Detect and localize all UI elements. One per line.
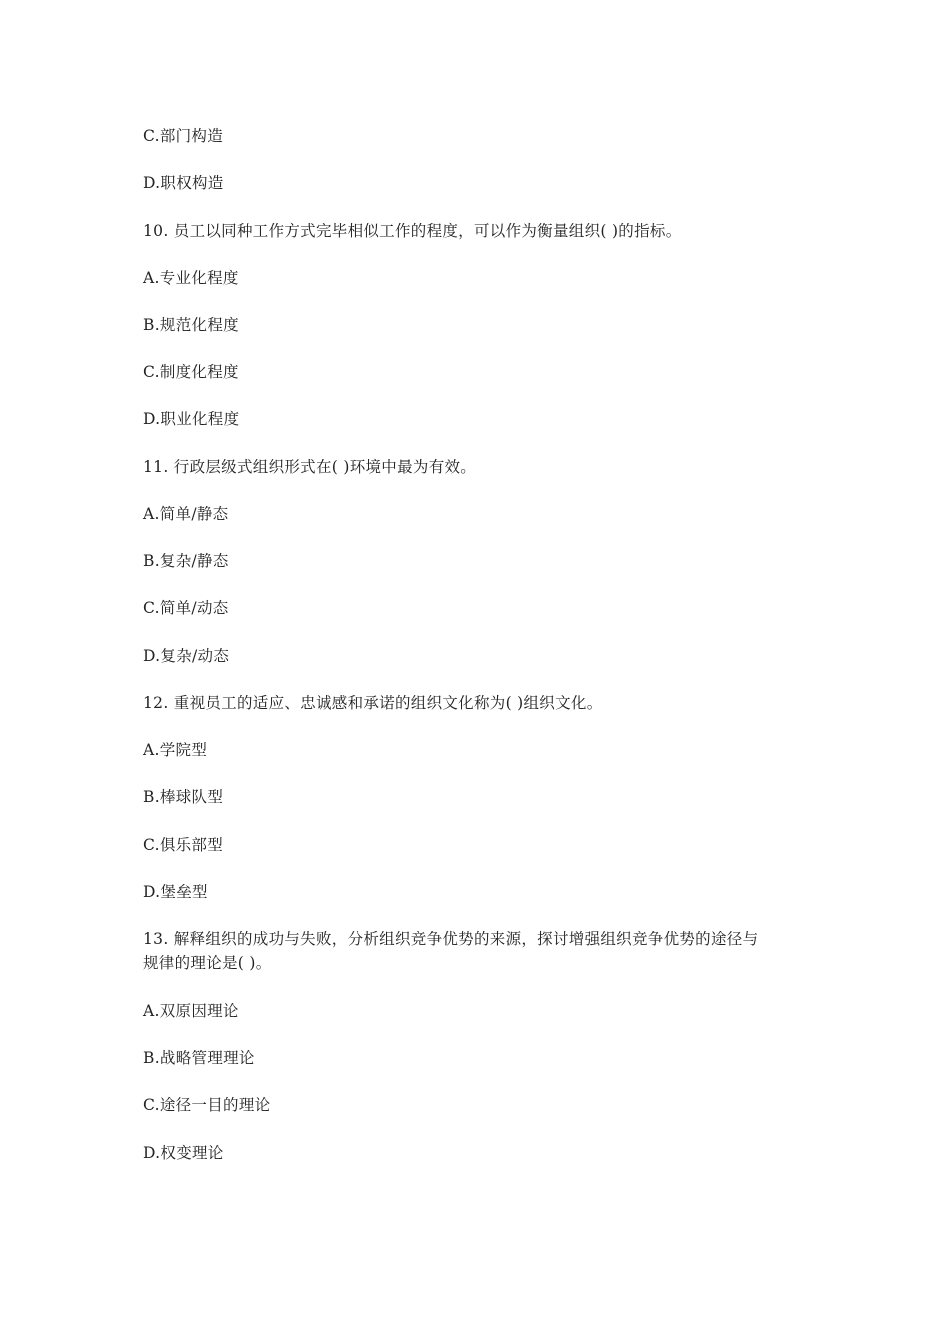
option-a-q10: A.专业化程度 [143,269,239,287]
option-b-q11: B.复杂/静态 [143,552,229,570]
option-c-q9: C.部门构造 [143,127,224,145]
option-d-q13: D.权变理论 [143,1144,224,1162]
option-b-q12: B.棒球队型 [143,788,224,806]
question-12: 12. 重视员工的适应、忠诚感和承诺的组织文化称为( )组织文化。 [143,694,603,712]
option-c-q10: C.制度化程度 [143,363,239,381]
option-c-q13: C.途径一目的理论 [143,1096,271,1114]
option-c-q12: C.俱乐部型 [143,836,224,854]
option-d-q12: D.堡垒型 [143,883,208,901]
question-13: 13. 解释组织的成功与失败，分析组织竞争优势的来源，探讨增强组织竞争优势的途径与 [143,930,759,948]
option-b-q13: B.战略管理理论 [143,1049,255,1067]
option-d-q10: D.职业化程度 [143,410,240,428]
option-b-q10: B.规范化程度 [143,316,239,334]
question-13-continued: 规律的理论是( )。 [143,954,272,972]
option-a-q13: A.双原因理论 [143,1002,239,1020]
option-c-q11: C.简单/动态 [143,599,229,617]
option-a-q11: A.简单/静态 [143,505,229,523]
question-10: 10. 员工以同种工作方式完毕相似工作的程度，可以作为衡量组织( )的指标。 [143,222,682,240]
question-11: 11. 行政层级式组织形式在( )环境中最为有效。 [143,458,477,476]
option-a-q12: A.学院型 [143,741,208,759]
option-d-q9: D.职权构造 [143,174,224,192]
option-d-q11: D.复杂/动态 [143,647,230,665]
